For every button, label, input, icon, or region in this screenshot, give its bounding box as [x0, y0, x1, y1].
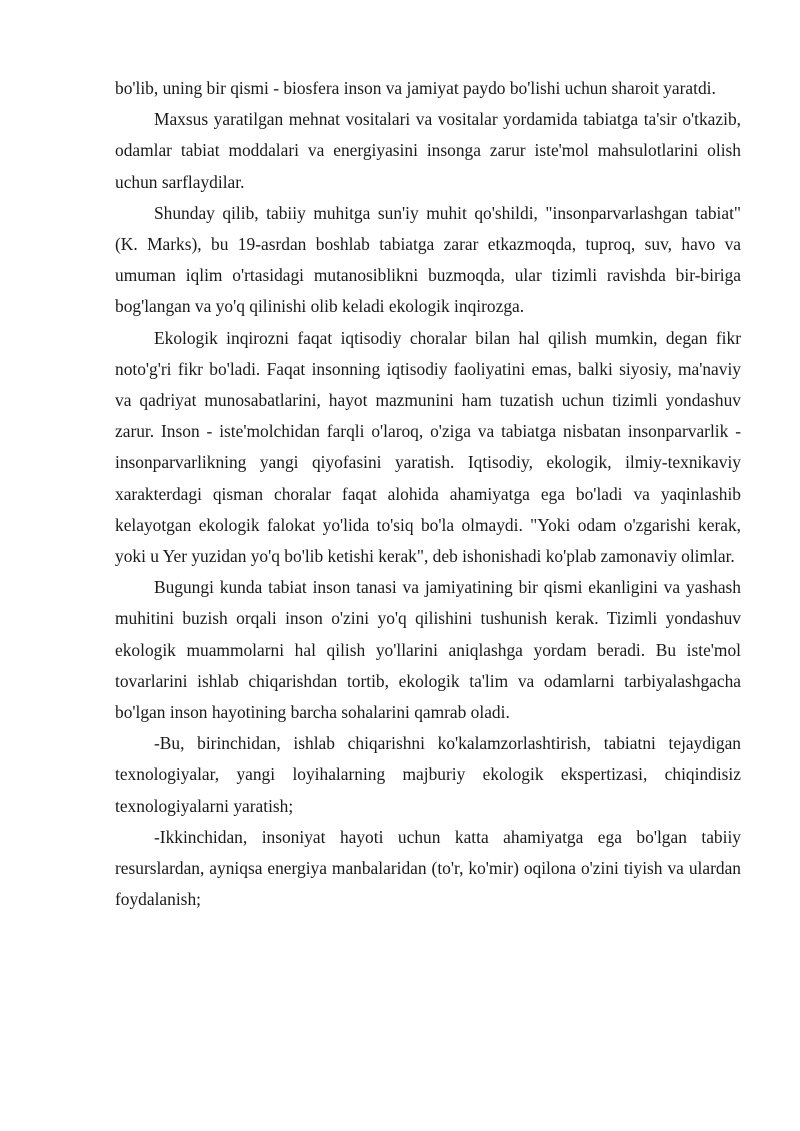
paragraph-1: bo'lib, uning bir qismi - biosfera inson va jamiyat paydo bo'lishi uchun sharoit yaratdi.	[115, 78, 716, 98]
paragraph-7: -Ikkinchidan, insoniyat hayoti uchun katta ahamiyatga ega bo'lgan tabiiy resurslardan, ayniqsa energiya manbalaridan (to'r, ko'mir) oqilona o'zini tiyish va ulardan foydalanish;	[115, 826, 741, 910]
paragraph-2: Maxsus yaratilgan mehnat vositalari va vositalar yordamida tabiatga ta'sir o'tkazib, odamlar tabiat moddalari va energiyasini insonga zarur iste'mol mahsulotlarini olish uchun sarflaydilar.	[115, 109, 741, 192]
paragraph-3: Shunday qilib, tabiiy muhitga sun'iy muhit qo'shildi, "insonparvarlashgan tabiat" (K. Marks), bu 19-asrdan boshlab tabiatga zarar etkazmoqda, tuproq, suv, havo va umuman iqlim o'rtasidagi mutanosiblikni buzmoqda, ular tizimli ravishda bir-biriga bog'langan va yo'q qilinishi olib keladi ekologik inqirozga.	[115, 202, 741, 317]
paragraph-6: -Bu, birinchidan, ishlab chiqarishni ko'kalamzorlashtirish, tabiatni tejaydigan texnologiyalar, yangi loyihalarning majburiy ekologik ekspertizasi, chiqindisiz texnologiyalarni yaratish;	[115, 733, 741, 816]
paragraph-4: Ekologik inqirozni faqat iqtisodiy choralar bilan hal qilish mumkin, degan fikr noto'g'ri fikr bo'ladi. Faqat insonning iqtisodiy faoliyatini emas, balki siyosiy, ma'naviy va qadriyat munosabatlarini, hayot mazmunini ham tuzatish uchun tizimli yondashuv zarur. Inson - iste'molchidan farqli o'laroq, o'ziga va tabiatga nisbatan insonparvarlik - insonparvarlikning yangi qiyofasini yaratish. Iqtisodiy, ekologik, ilmiy-texnikaviy xarakterdagi qisman choralar faqat alohida ahamiyatga ega bo'ladi va yaqinlashib kelayotgan ekologik falokat yo'lida to'siq bo'la olmaydi. "Yoki odam o'zgarishi kerak, yoki u Yer yuzidan yo'q bo'lib ketishi kerak", deb ishonishadi ko'plab zamonaviy olimlar.	[115, 327, 741, 567]
document-page	[115, 73, 741, 915]
paragraph-5: Bugungi kunda tabiat inson tanasi va jamiyatining bir qismi ekanligini va yashash muhitini buzish orqali inson o'zini yo'q qilishini tushunish kerak. Tizimli yondashuv ekologik muammolarni hal qilish yo'llarini aniqlashga yordam beradi. Bu iste'mol tovarlarini ishlab chiqarishdan tortib, ekologik ta'lim va odamlarni tarbiyalashgacha bo'lgan inson hayotining barcha sohalarini qamrab oladi.	[115, 577, 741, 723]
